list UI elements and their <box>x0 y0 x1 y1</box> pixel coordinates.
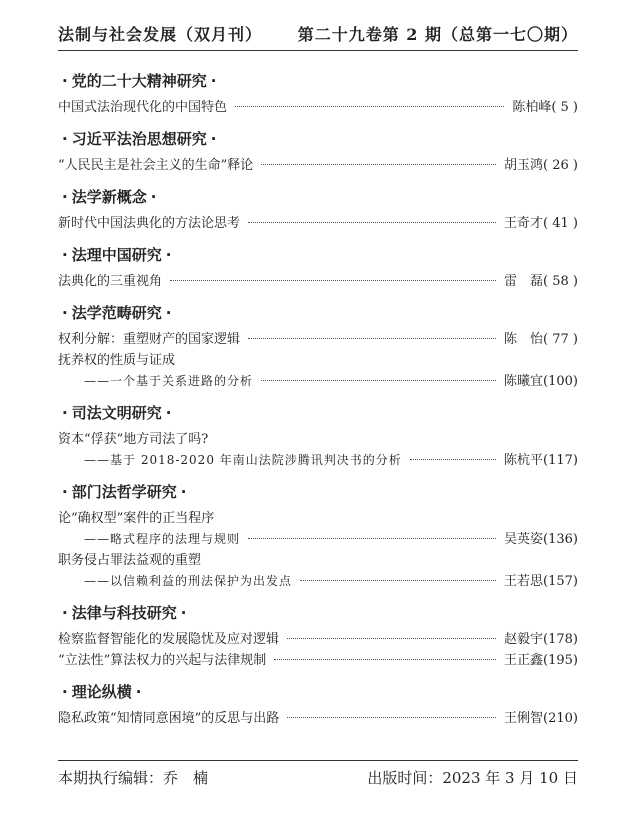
dot-leader <box>300 580 496 581</box>
article-title-row[interactable] <box>58 508 578 529</box>
article-title: 法典化的三重视角 <box>58 274 163 289</box>
section-heading <box>58 600 578 626</box>
dot-leader <box>170 280 496 281</box>
article-author-page: 陈杭平(117) <box>504 453 578 468</box>
bullet-dot: · <box>180 483 187 501</box>
bullet-dot: · <box>165 404 172 422</box>
article-subtitle-row[interactable] <box>58 571 578 592</box>
article-title-row[interactable] <box>58 429 578 450</box>
article-title: 论“确权型”案件的正当程序 <box>58 511 215 526</box>
bullet-dot: · <box>210 130 217 148</box>
article-title: 资本“俘获”地方司法了吗? <box>58 432 209 447</box>
bullet-dot: · <box>165 304 172 322</box>
publication-date: 出版时间：2023 年 3 月 10 日 <box>367 769 578 787</box>
article-title: 权利分解：重塑财产的国家逻辑 <box>58 332 241 347</box>
article-row[interactable] <box>58 329 578 350</box>
article-title: 隐私政策“知情同意困境”的反思与出路 <box>58 711 280 726</box>
article-title-row[interactable] <box>58 350 578 371</box>
article-title: 检察监督智能化的发展隐忧及应对逻辑 <box>58 632 280 647</box>
dot-leader <box>248 338 496 339</box>
section-heading <box>58 679 578 705</box>
bullet-dot: · <box>62 683 68 701</box>
dot-leader <box>261 164 496 165</box>
page-footer <box>58 767 578 791</box>
article-row[interactable] <box>58 708 578 729</box>
article-title: 新时代中国法典化的方法论思考 <box>58 216 241 231</box>
article-row[interactable] <box>58 155 578 176</box>
section-title-text: 部门法哲学研究 <box>71 483 177 501</box>
section-title-text: 司法文明研究 <box>71 404 162 422</box>
bullet-dot: · <box>62 604 68 622</box>
article-title: “人民民主是社会主义的生命”释论 <box>58 158 254 173</box>
section-title-text: 法学范畴研究 <box>71 304 162 322</box>
bullet-dot: · <box>180 604 187 622</box>
article-subtitle: ——略式程序的法理与规则 <box>84 532 241 546</box>
section-heading <box>58 126 578 152</box>
article-author-page: 吴英姿(136) <box>504 532 578 547</box>
page-header <box>58 22 578 48</box>
article-subtitle: ——以信赖利益的刑法保护为出发点 <box>84 574 293 588</box>
article-subtitle: ——基于 2018-2020 年南山法院涉腾讯判决书的分析 <box>84 453 402 467</box>
bullet-dot: · <box>62 246 68 264</box>
dot-leader <box>248 538 496 539</box>
article-author-page: 陈柏峰( 5 ) <box>512 100 578 115</box>
header-rule <box>58 50 578 51</box>
section-heading <box>58 300 578 326</box>
dot-leader <box>274 659 496 660</box>
dot-leader <box>287 717 496 718</box>
article-row[interactable] <box>58 271 578 292</box>
article-author-page: 雷 磊( 58 ) <box>504 274 578 289</box>
section-heading <box>58 68 578 94</box>
article-row[interactable] <box>58 97 578 118</box>
article-title: 职务侵占罪法益观的重塑 <box>58 553 202 568</box>
bullet-dot: · <box>135 683 142 701</box>
bullet-dot: · <box>150 188 157 206</box>
table-of-contents <box>58 60 578 729</box>
article-subtitle: ——一个基于关系进路的分析 <box>84 374 254 388</box>
bullet-dot: · <box>62 404 68 422</box>
section-title-text: 习近平法治思想研究 <box>71 130 207 148</box>
article-title: 中国式法治现代化的中国特色 <box>58 100 228 115</box>
article-subtitle-row[interactable] <box>58 371 578 392</box>
section-title-text: 理论纵横 <box>71 683 132 701</box>
dot-leader <box>410 459 496 460</box>
article-row[interactable] <box>58 213 578 234</box>
section-title-text: 法律与科技研究 <box>71 604 177 622</box>
dot-leader <box>235 106 504 107</box>
issue-number: 第二十九卷第 2 期（总第一七〇期） <box>297 25 578 44</box>
article-author-page: 胡玉鸿( 26 ) <box>504 158 578 173</box>
article-author-page: 陈曦宜(100) <box>504 374 578 389</box>
article-row[interactable] <box>58 650 578 671</box>
article-subtitle-row[interactable] <box>58 529 578 550</box>
section-title-text: 法学新概念 <box>71 188 147 206</box>
bullet-dot: · <box>165 246 172 264</box>
bullet-dot: · <box>62 72 68 90</box>
article-author-page: 王正鑫(195) <box>504 653 578 668</box>
bullet-dot: · <box>62 130 68 148</box>
section-heading <box>58 184 578 210</box>
article-author-page: 王俐智(210) <box>504 711 578 726</box>
article-title-row[interactable] <box>58 550 578 571</box>
dot-leader <box>261 380 496 381</box>
article-subtitle-row[interactable] <box>58 450 578 471</box>
dot-leader <box>287 638 496 639</box>
executive-editor: 本期执行编辑：乔 楠 <box>58 769 209 787</box>
article-author-page: 王若思(157) <box>504 574 578 589</box>
dot-leader <box>248 222 496 223</box>
section-title-text: 法理中国研究 <box>71 246 162 264</box>
footer-rule <box>58 760 578 761</box>
article-title: 抚养权的性质与证成 <box>58 353 176 368</box>
article-row[interactable] <box>58 629 578 650</box>
section-heading <box>58 479 578 505</box>
article-author-page: 陈 怡( 77 ) <box>504 332 578 347</box>
bullet-dot: · <box>210 72 217 90</box>
article-title: “立法性”算法权力的兴起与法律规制 <box>58 653 267 668</box>
bullet-dot: · <box>62 483 68 501</box>
journal-name: 法制与社会发展（双月刊） <box>58 25 263 44</box>
bullet-dot: · <box>62 304 68 322</box>
bullet-dot: · <box>62 188 68 206</box>
section-heading <box>58 242 578 268</box>
section-title-text: 党的二十大精神研究 <box>71 72 207 90</box>
article-author-page: 赵毅宇(178) <box>504 632 578 647</box>
article-author-page: 王奇才( 41 ) <box>504 216 578 231</box>
section-heading <box>58 400 578 426</box>
